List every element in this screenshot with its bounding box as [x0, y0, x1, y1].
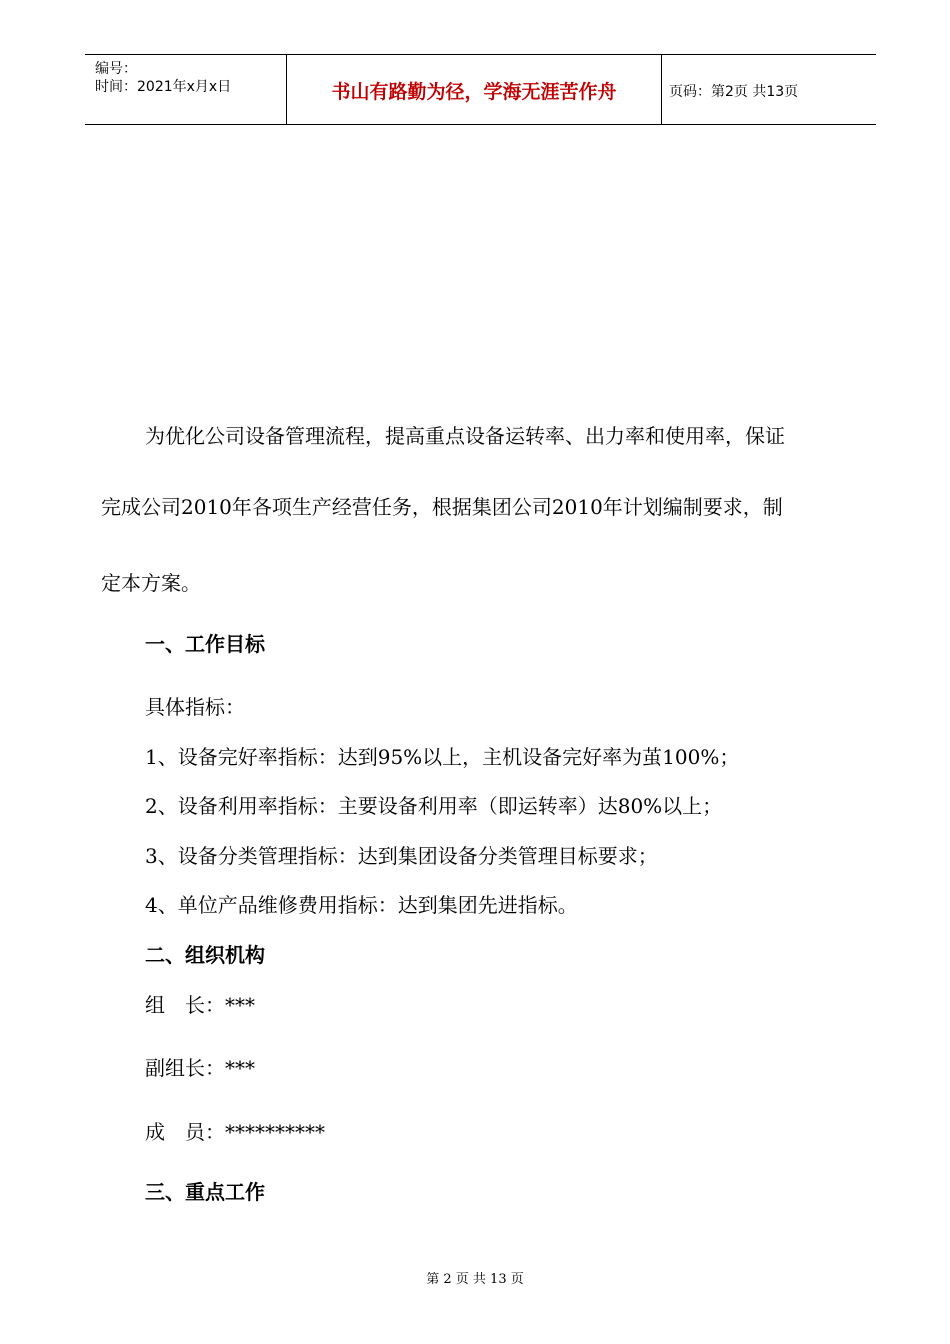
- section-heading-key-work: 三、重点工作: [145, 1180, 265, 1204]
- goals-subtitle: 具体指标：: [145, 695, 245, 719]
- goal-item: 1、设备完好率指标：达到95%以上，主机设备完好率为茧100%；: [145, 745, 740, 769]
- section-heading-organization: 二、组织机构: [145, 943, 265, 967]
- intro-line-3: 定本方案。: [101, 571, 201, 595]
- header-motto: 书山有路勤为径，学海无涯苦作舟: [331, 81, 617, 103]
- document-date-label: 时间：2021年x月x日: [95, 79, 232, 95]
- section-heading-goals: 一、工作目标: [145, 632, 265, 656]
- org-member-deputy: 副组长：***: [145, 1056, 255, 1080]
- goal-item: 4、单位产品维修费用指标：达到集团先进指标。: [145, 893, 578, 917]
- page-header: [85, 54, 876, 125]
- org-member-members: 成 员：**********: [145, 1120, 325, 1144]
- org-member-leader: 组 长：***: [145, 993, 255, 1017]
- header-info-cell: [85, 55, 286, 124]
- header-page-code: 页码：第2页 共13页: [669, 84, 799, 100]
- intro-line-2: 完成公司2010年各项生产经营任务，根据集团公司2010年计划编制要求，制: [101, 495, 783, 519]
- header-motto-cell: [286, 55, 662, 124]
- intro-line-1: 为优化公司设备管理流程，提高重点设备运转率、出力率和使用率，保证: [145, 424, 785, 448]
- goal-item: 3、设备分类管理指标：达到集团设备分类管理目标要求；: [145, 844, 658, 868]
- document-number-label: 编号：: [95, 61, 137, 77]
- goal-item: 2、设备利用率指标：主要设备利用率（即运转率）达80%以上；: [145, 794, 723, 818]
- header-page-cell: [661, 55, 876, 124]
- page-footer-number: 第 2 页 共 13 页: [426, 1272, 524, 1287]
